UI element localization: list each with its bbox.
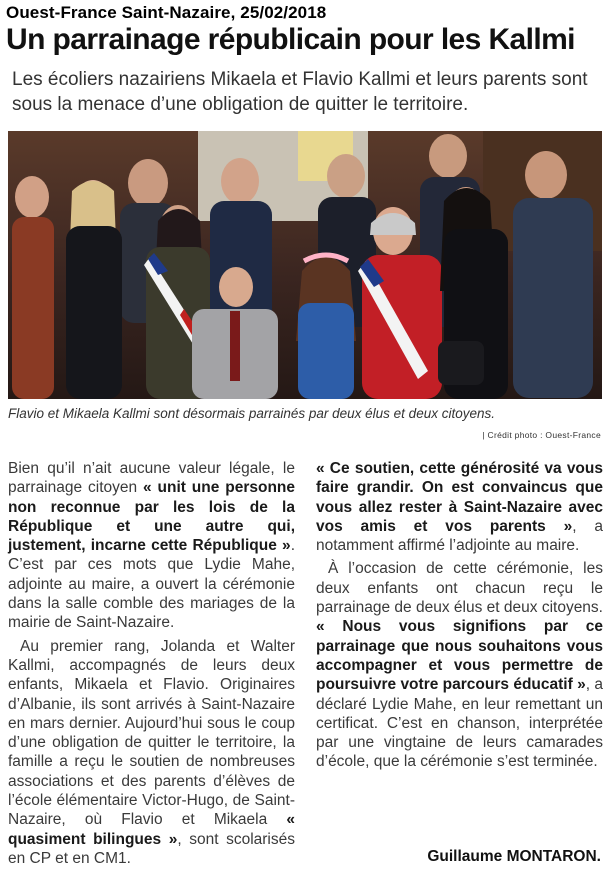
quote-3: « Ce soutien, cette générosité va vous faire grandir. On est convaincus que vous allez rester à Saint-Nazaire avec vos amis et vos parents » <box>316 460 603 535</box>
article-paragraph-3: À l’occasion de cette cérémonie, les deux enfants ont chacun reçu le parrainage de deux élus et deux citoyens. « Nous vous signifions par ce parrainage que nous souhaitons vous accompagner et vous permettre de poursuivre votre parcours éducatif », a déclaré Lydie Mahe, en leur remettant un certificat. C’est en chanson, interprétée par une vingtaine de leurs camarades d’école, que la cérémonie s’est terminée. <box>316 560 603 771</box>
photo-caption: Flavio et Mikaela Kallmi sont désormais parrainés par deux élus et deux citoyens. <box>8 406 495 421</box>
author-signature: Guillaume MONTARON. <box>427 848 601 865</box>
quote-2: « quasiment bilingues » <box>8 811 295 848</box>
standfirst: Les écoliers nazairiens Mikaela et Flavio Kallmi et leurs parents sont sous la menace d’une obligation de quitter le territoire. <box>12 69 588 115</box>
article-paragraph-1: Bien qu’il n’ait aucune valeur légale, le parrainage citoyen « unit une personne non reconnue par les lois de la République et une autre qui, justement, incarne cette République ». C’est par ces mots que Lydie Mahe, adjointe au maire, a ouvert la cérémonie dans la salle comble des mariages de la mairie de Saint-Nazaire. <box>8 460 295 632</box>
article-paragraph-2: Au premier rang, Jolanda et Walter Kallmi, accompagnés de leurs deux enfants, Mikaela et Flavio. Originaires d’Albanie, ils sont arrivés à Saint-Nazaire en mars dernier. Aujourd’hui sous le coup d’une obligation de quitter le territoire, la famille a reçu le soutien de nombreuses associations et des parents d’élèves de l’école élémentaire Victor-Hugo, de Saint-Nazaire, où Flavio et Mikaela « quasiment bilingues », sont scolarisés en CP et en CM1. <box>8 637 295 867</box>
group-photo <box>8 131 602 399</box>
article-paragraph-2-continued: « Ce soutien, cette générosité va vous faire grandir. On est convaincus que vous allez rester à Saint-Nazaire avec vos amis et vos parents », a notamment affirmé l’adjointe au maire. <box>316 460 603 555</box>
photo-credit: | Crédit photo : Ouest-France <box>482 430 601 440</box>
headline: Un parrainage républicain pour les Kallmi <box>6 23 575 56</box>
quote-1: « unit une personne non reconnue par les lois de la République et une autre qui, justement, incarne cette République » <box>8 479 295 555</box>
newspaper-source: Ouest-France Saint-Nazaire, 25/02/2018 <box>6 3 327 22</box>
quote-4: « Nous vous signifions par ce parrainage que nous souhaitons vous accompagner et vous permettre de poursuivre votre parcours éducatif » <box>316 618 603 694</box>
group-photo-illustration <box>8 131 602 399</box>
article-column-right <box>316 459 603 772</box>
article-column-left <box>8 459 295 868</box>
